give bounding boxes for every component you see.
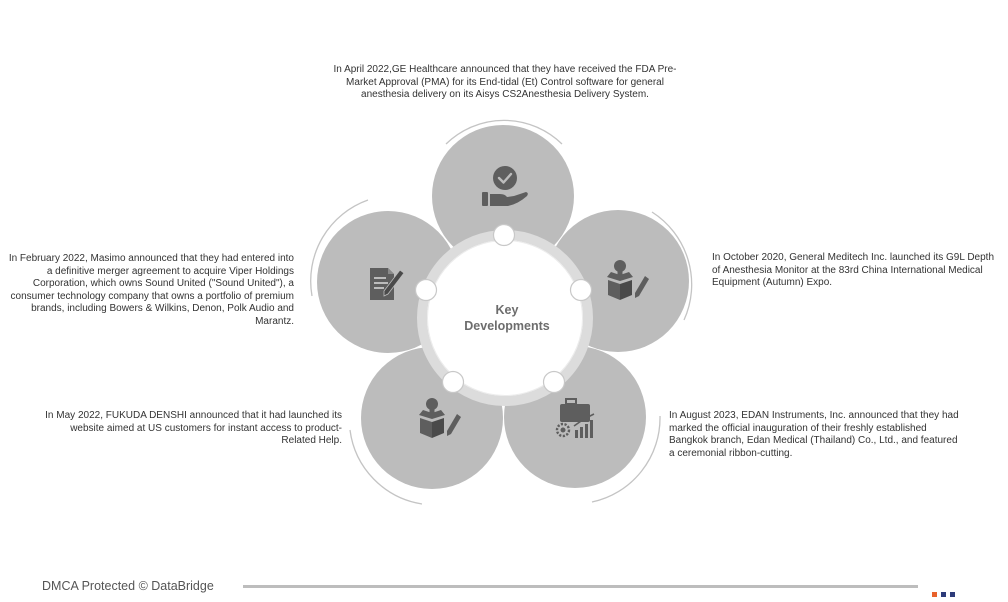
connector-dot-left-top [416,280,437,301]
connector-dot-top [494,225,515,246]
center-label [437,302,577,334]
footer-copyright: DMCA Protected © DataBridge [42,579,214,593]
development-note-left-bottom: In May 2022, FUKUDA DENSHI announced that it had launched its website aimed at US customers for instant access to product-Related Help. [45,410,342,446]
center-label-line1: Key [495,303,519,317]
brand-dot [932,592,937,597]
footer-divider [243,585,918,588]
brand-dot [941,592,946,597]
center-label-line2: Developments [464,319,550,333]
brand-dot [950,592,955,597]
connector-dot-left-bottom [443,372,464,393]
development-note-right-top: In October 2020, General Meditech Inc. launched its G9L Depth of Anesthesia Monitor at the 83rd China International Medical Equipment (Autumn) Expo. [712,252,995,288]
connector-dot-right-top [571,280,592,301]
connector-dot-right-bottom [544,372,565,393]
footer-brand-dots [932,584,959,602]
development-note-right-bottom: In August 2023, EDAN Instruments, Inc. announced that they had marked the official inauguration of their freshly established Bangkok branch, Edan Medical (Thailand) Co., Ltd., and featured a ceremonial ribbon-cutting. [669,410,959,459]
development-note-top: In April 2022,GE Healthcare announced that they have received the FDA Pre-Market Approval (PMA) for its End-tidal (Et) Control software for general anesthesia delivery on its Aisys CS2Anesthesia Delivery System. [333,64,677,100]
development-note-left-top: In February 2022, Masimo announced that they had entered into a definitive merger agreement to acquire Viper Holdings Corporation, which owns Sound United ("Sound United"), a consumer technology company that owns a portfolio of premium brands, including Bowers & Wilkins, Denon, Polk Audio and Marantz. [8,253,294,327]
